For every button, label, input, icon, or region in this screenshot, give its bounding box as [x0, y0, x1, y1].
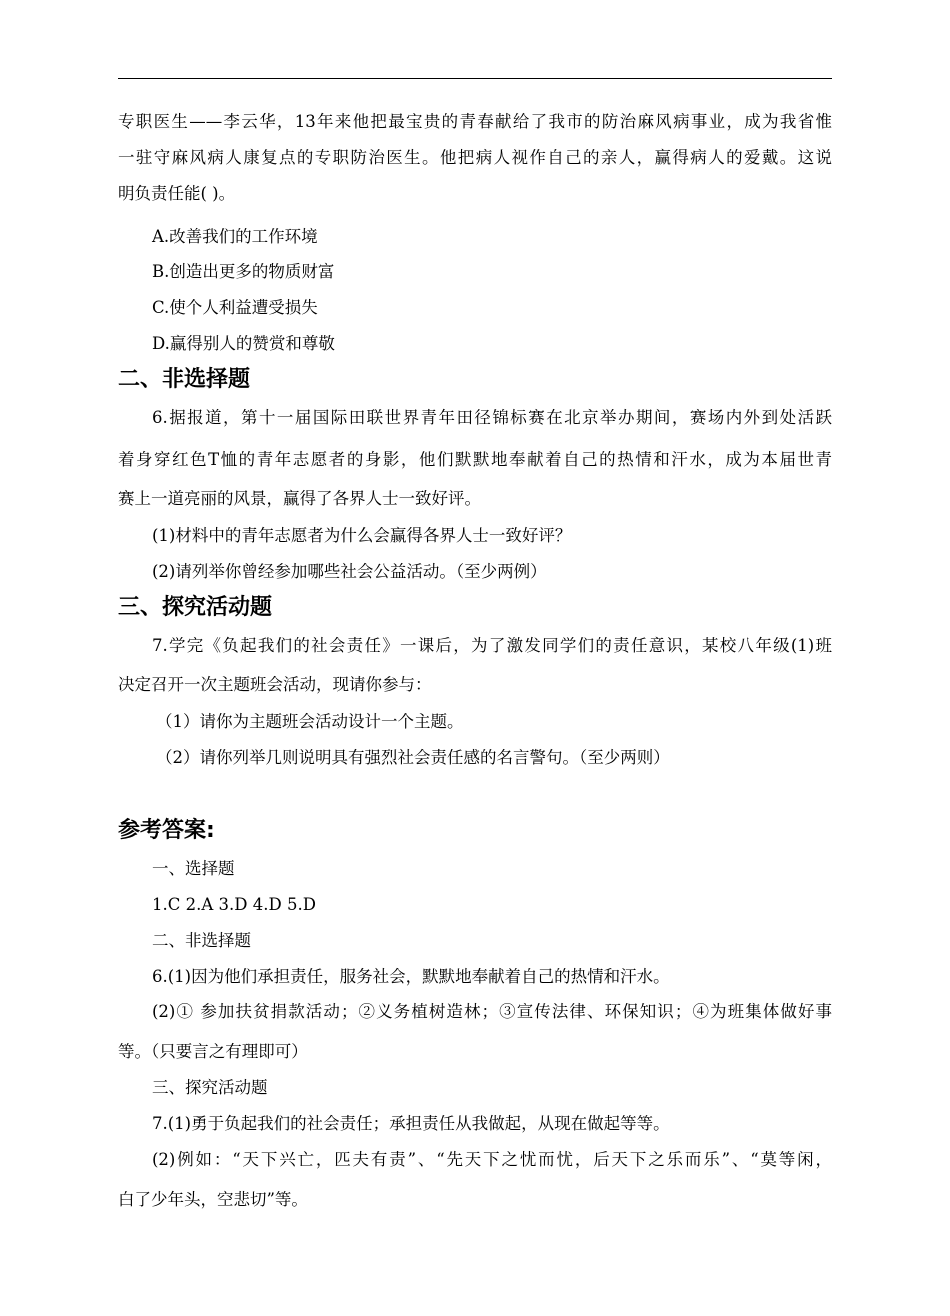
answer-6-2-line-2: 等。（只要言之有理即可） — [118, 1042, 308, 1061]
q5-option-a: A.改善我们的工作环境 — [152, 227, 318, 246]
q5-text-line-2: 一驻守麻风病人康复点的专职防治医生。他把病人视作自己的亲人，赢得病人的爱戴。这说 — [118, 148, 832, 167]
q6-text-line-1: 6.据报道，第十一届国际田联世界青年田径锦标赛在北京举办期间，赛场内外到处活跃 — [152, 408, 832, 427]
q6-text-line-3: 赛上一道亮丽的风景，赢得了各界人士一致好评。 — [118, 489, 481, 508]
q7-sub-question-1: （1）请你为主题班会活动设计一个主题。 — [156, 712, 464, 731]
q7-sub-question-2: （2）请你列举几则说明具有强烈社会责任感的名言警句。（至少两则） — [156, 748, 670, 767]
q5-option-d: D.赢得别人的赞赏和尊敬 — [152, 334, 335, 353]
answers-part1-title: 一、选择题 — [152, 859, 235, 878]
answer-7-2-line-1: (2)例如：“天下兴亡，匹夫有责”、“先天下之忧而忧，后天下之乐而乐”、“莫等闲， — [152, 1150, 832, 1169]
answers-part2-title: 二、非选择题 — [152, 931, 251, 950]
q7-text-line-2: 决定召开一次主题班会活动，现请你参与： — [118, 675, 432, 694]
answer-7-2-line-2: 白了少年头，空悲切”等。 — [118, 1190, 308, 1209]
section-heading-inquiry: 三、探究活动题 — [118, 595, 273, 620]
answer-6-2-line-1: (2)① 参加扶贫捐款活动；②义务植树造林；③宣传法律、环保知识；④为班集体做好事 — [152, 1002, 832, 1021]
q5-option-b: B.创造出更多的物质财富 — [152, 262, 335, 281]
answers-part1-answer: 1.C 2.A 3.D 4.D 5.D — [152, 895, 316, 914]
section-heading-non-choice: 二、非选择题 — [118, 367, 251, 392]
answer-7-1: 7.(1)勇于负起我们的社会责任；承担责任从我做起，从现在做起等等。 — [152, 1114, 670, 1133]
header-rule — [118, 78, 832, 79]
q5-option-c: C.使个人利益遭受损失 — [152, 298, 318, 317]
answers-part3-title: 三、探究活动题 — [152, 1078, 268, 1097]
answer-6-1: 6.(1)因为他们承担责任，服务社会，默默地奉献着自己的热情和汗水。 — [152, 967, 670, 986]
q6-sub-question-1: (1)材料中的青年志愿者为什么会赢得各界人士一致好评？ — [152, 526, 572, 545]
answers-heading: 参考答案: — [118, 818, 215, 843]
q5-text-line-3: 明负责任能( )。 — [118, 184, 236, 203]
q6-sub-question-2: (2)请列举你曾经参加哪些社会公益活动。（至少两例） — [152, 562, 547, 581]
q6-text-line-2: 着身穿红色T恤的青年志愿者的身影，他们默默地奉献着自己的热情和汗水，成为本届世青 — [118, 450, 832, 469]
q5-text-line-1: 专职医生——李云华，13年来他把最宝贵的青春献给了我市的防治麻风病事业，成为我省惟 — [118, 112, 832, 131]
q7-text-line-1: 7.学完《负起我们的社会责任》一课后，为了激发同学们的责任意识，某校八年级(1)班 — [152, 636, 832, 655]
